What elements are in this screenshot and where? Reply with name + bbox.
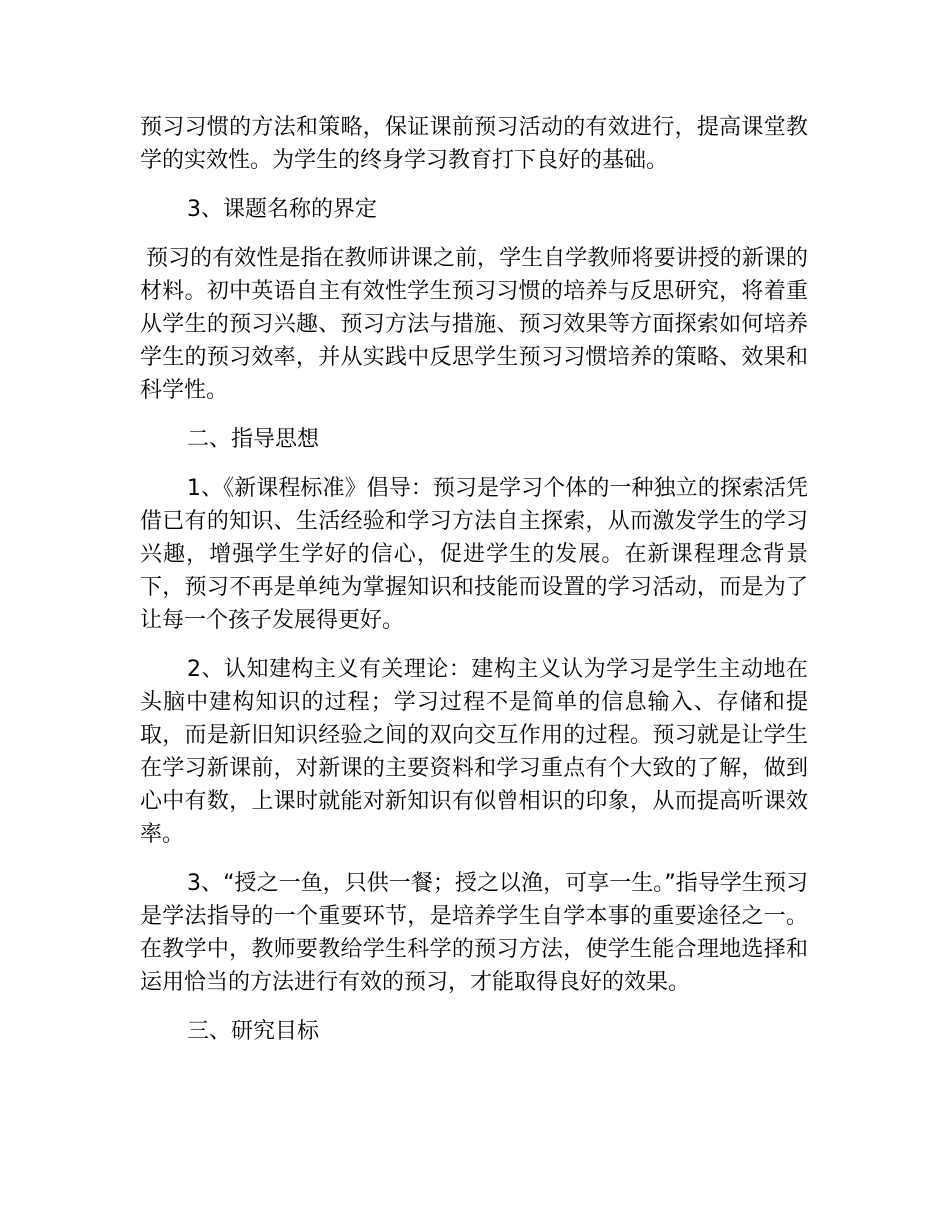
section-heading-research-goals: 三、研究目标 bbox=[187, 1019, 320, 1044]
paragraph-continuation: 预习习惯的方法和策略，保证课前预习活动的有效进行，提高课堂教学的实效性。为学生的终身学习教育打下良好的基础。 bbox=[140, 115, 808, 173]
document-body bbox=[140, 111, 808, 1064]
paragraph-definition: 预习的有效性是指在教师讲课之前，学生自学教师将要讲授的新课的材料。初中英语自主有效性学生预习习惯的培养与反思研究，将着重从学生的预习兴趣、预习方法与措施、预习效果等方面探索如何培养学生的预习效率，并从实践中反思学生预习习惯培养的策略、效果和科学性。 bbox=[140, 246, 808, 403]
paragraph-guiding-3: 3、“授之一鱼，只供一餐；授之以渔，可享一生。”指导学生预习是学法指导的一个重要环节，是培养学生自学本事的重要途径之一。在教学中，教师要教给学生科学的预习方法，使学生能合理地选择和运用恰当的方法进行有效的预习，才能取得良好的效果。 bbox=[140, 871, 808, 995]
section-heading-3: 3、课题名称的界定 bbox=[187, 197, 377, 222]
paragraph-guiding-1: 1、《新课程标准》倡导：预习是学习个体的一种独立的探索活凭借已有的知识、生活经验和学习方法自主探索，从而激发学生的学习兴趣，增强学生学好的信心，促进学生的发展。在新课程理念背景下，预习不再是单纯为掌握知识和技能而设置的学习活动，而是为了让每一个孩子发展得更好。 bbox=[140, 476, 808, 633]
paragraph-guiding-2: 2、认知建构主义有关理论：建构主义认为学习是学生主动地在头脑中建构知识的过程；学习过程不是简单的信息输入、存储和提取，而是新旧知识经验之间的双向交互作用的过程。预习就是让学生在学习新课前，对新课的主要资料和学习重点有个大致的了解，做到心中有数，上课时就能对新知识有似曾相识的印象，从而提高听课效率。 bbox=[140, 657, 808, 847]
section-heading-guiding-ideas: 二、指导思想 bbox=[187, 427, 320, 452]
